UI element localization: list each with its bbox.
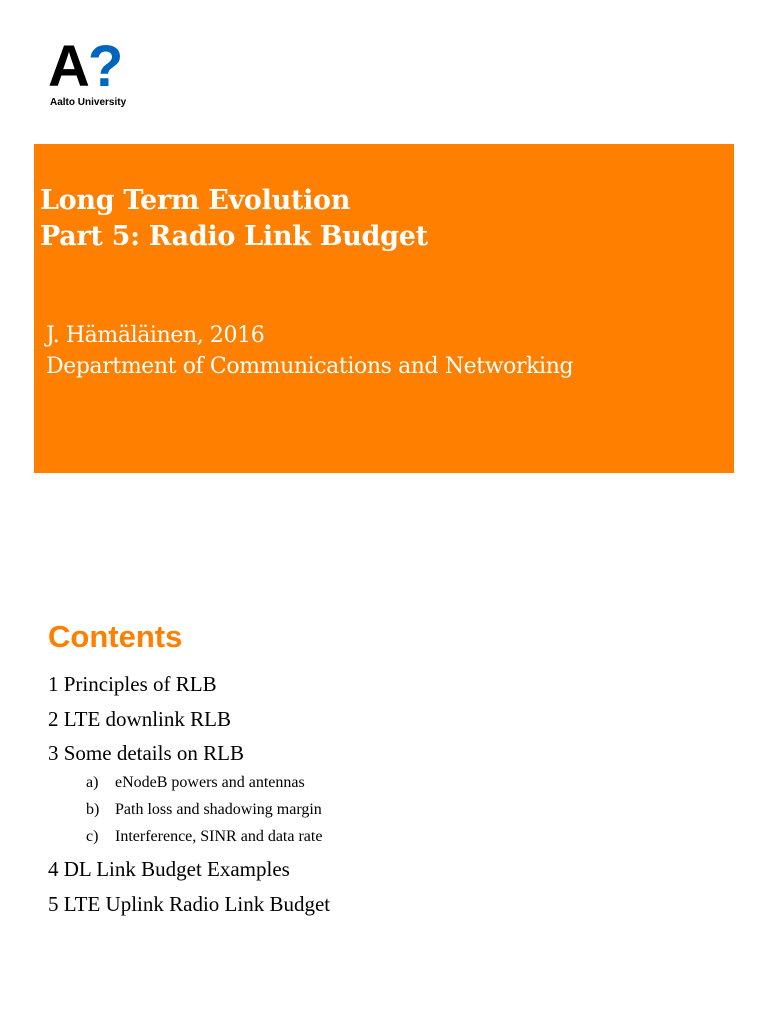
- logo-letter: A: [48, 34, 88, 99]
- toc-item: 1 Principles of RLB: [48, 672, 217, 696]
- toc-subitem-text: Interference, SINR and data rate: [115, 828, 323, 845]
- toc-subitem-text: eNodeB powers and antennas: [115, 774, 305, 791]
- title-line-2: Part 5: Radio Link Budget: [40, 221, 428, 252]
- toc-item: 2 LTE downlink RLB: [48, 707, 231, 731]
- toc-subitem: [86, 828, 322, 846]
- toc-subitem-marker: a): [86, 774, 99, 791]
- department-line: Department of Communications and Networking: [46, 354, 574, 379]
- toc-subitem-text: Path loss and shadowing margin: [115, 801, 322, 818]
- toc-item: 3 Some details on RLB: [48, 741, 244, 765]
- author-line: J. Hämäläinen, 2016: [46, 323, 265, 348]
- title-line-1: Long Term Evolution: [40, 185, 351, 216]
- toc-subitem-marker: c): [86, 828, 99, 845]
- logo-university-name: Aalto University: [50, 97, 127, 108]
- toc-item: 5 LTE Uplink Radio Link Budget: [48, 892, 331, 916]
- toc-subitem-marker: b): [86, 801, 100, 818]
- toc-subitem: [86, 774, 305, 792]
- logo-question-mark: ?: [87, 34, 122, 99]
- toc-subitem: [86, 801, 322, 819]
- contents-heading: Contents: [48, 619, 183, 654]
- toc-item: 4 DL Link Budget Examples: [48, 857, 290, 881]
